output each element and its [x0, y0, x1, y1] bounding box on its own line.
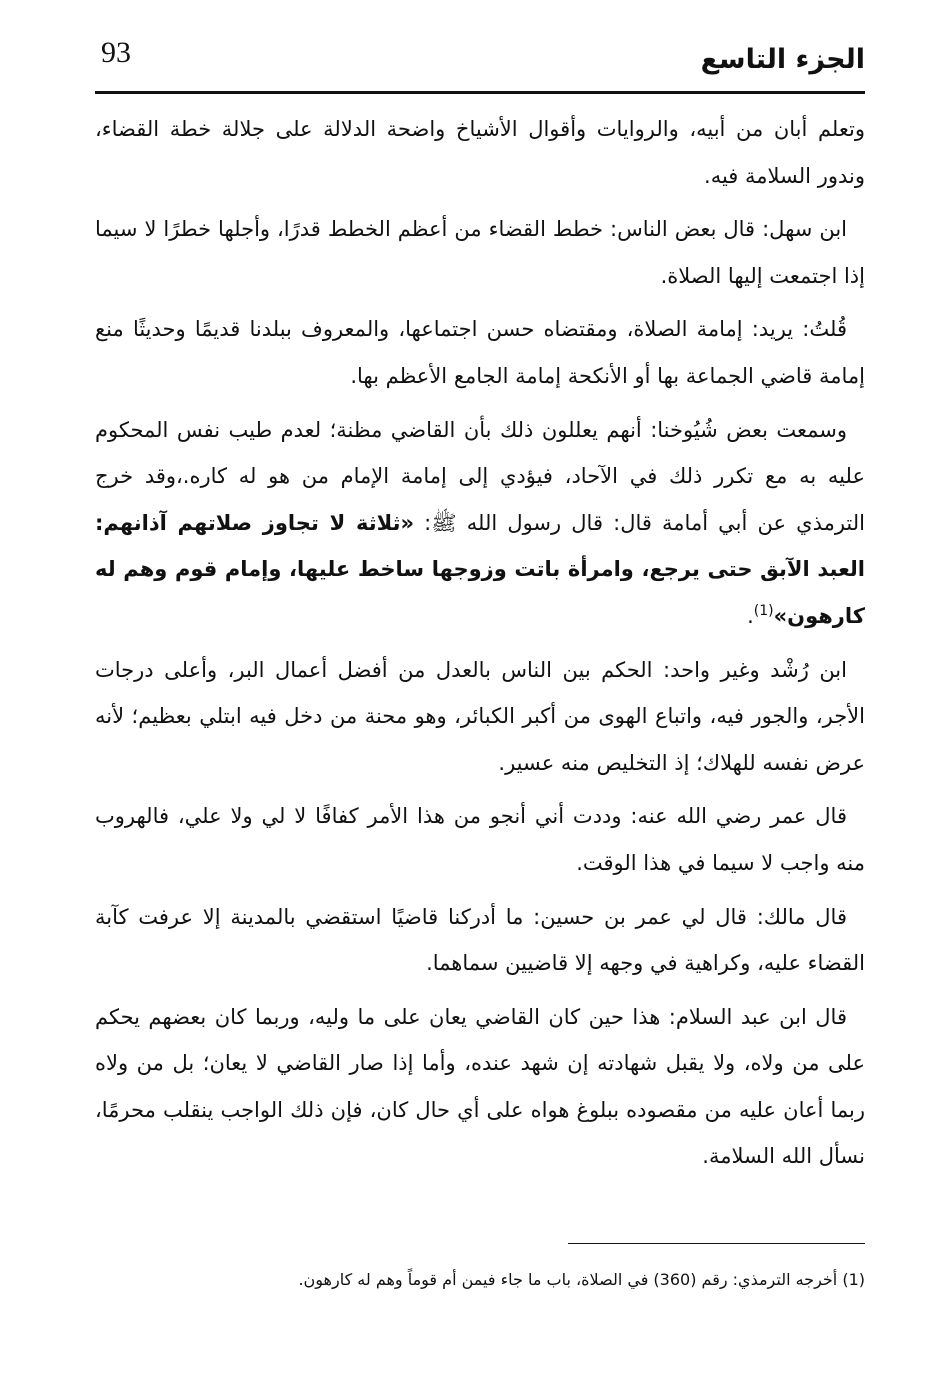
paragraph-with-hadith [95, 407, 865, 640]
footnote-divider [568, 1243, 865, 1244]
footnote: (1) أخرجه الترمذي: رقم (360) في الصلاة، باب ما جاء فيمن أم قوماً وهم له كارهون. [298, 1270, 865, 1289]
book-page [95, 30, 865, 1370]
page-number: 93 [101, 36, 131, 69]
paragraph: ابن رُشْد وغير واحد: الحكم بين الناس بالعدل من أفضل أعمال البر، وأعلى درجات الأجر، والجور فيه، واتباع الهوى من أكبر الكبائر، وهو محنة من دخل فيه ابتلي بعظيم؛ لأنه عرض نفسه للهلاك؛ إذ التخليص منه عسير. [95, 657, 865, 775]
volume-title: الجزء التاسع [700, 44, 865, 75]
header-divider [95, 91, 865, 94]
paragraph: ابن سهل: قال بعض الناس: خطط القضاء من أعظم الخطط قدرًا، وأجلها خطرًا لا سيما إذا اجتمعت إليها الصلاة. [95, 217, 865, 288]
paragraph-text-end: . [747, 603, 754, 628]
paragraph: قال مالك: قال لي عمر بن حسين: ما أدركنا قاضيًا استقضي بالمدينة إلا عرفت كآبة القضاء عليه، وكراهية في وجهه إلا قاضيين سماهما. [95, 904, 865, 976]
running-header [95, 30, 865, 88]
paragraph: قال ابن عبد السلام: هذا حين كان القاضي يعان على ما وليه، وربما كان بعضهم يحكم على من ولاه، ولا يقبل شهادته إن شهد عنده، وأما إذا صار القاضي لا يعان؛ بل من ولاه ربما أعان عليه من مقصوده ببلوغ هواه على أي حال كان، فإن ذلك الواجب ينقلب محرمًا، نسأل الله السلامة. [95, 1004, 865, 1169]
paragraph: وتعلم أبان من أبيه، والروايات وأقوال الأشياخ واضحة الدلالة على جلالة خطة القضاء، وندور السلامة فيه. [95, 117, 865, 188]
paragraph-text: وسمعت بعض شُيُوخنا: أنهم يعللون ذلك بأن القاضي مظنة؛ لعدم طيب نفس المحكوم عليه به مع تكرر ذلك في الآحاد، فيؤدي إلى إمامة الإمام من هو له كاره.،وقد خرج الترمذي عن أبي أمامة قال: قال رسول الله ﷺ: [95, 417, 865, 535]
paragraph: قال عمر رضي الله عنه: وددت أني أنجو من هذا الأمر كفافًا لا لي ولا علي، فالهروب منه واجب لا سيما في هذا الوقت. [95, 804, 865, 875]
main-text [95, 106, 865, 1187]
footnote-reference: (1) [753, 602, 774, 619]
hadith-quote: «ثلاثة لا تجاوز صلاتهم آذانهم: العبد الآبق حتى يرجع، وامرأة باتت وزوجها ساخط عليها، وإمام قوم وهم له كارهون» [95, 510, 865, 628]
paragraph: قُلتُ: يريد: إمامة الصلاة، ومقتضاه حسن اجتماعها، والمعروف ببلدنا قديمًا وحديثًا منع إمامة قاضي الجماعة بها أو الأنكحة إمامة الجامع الأعظم بها. [95, 317, 865, 388]
